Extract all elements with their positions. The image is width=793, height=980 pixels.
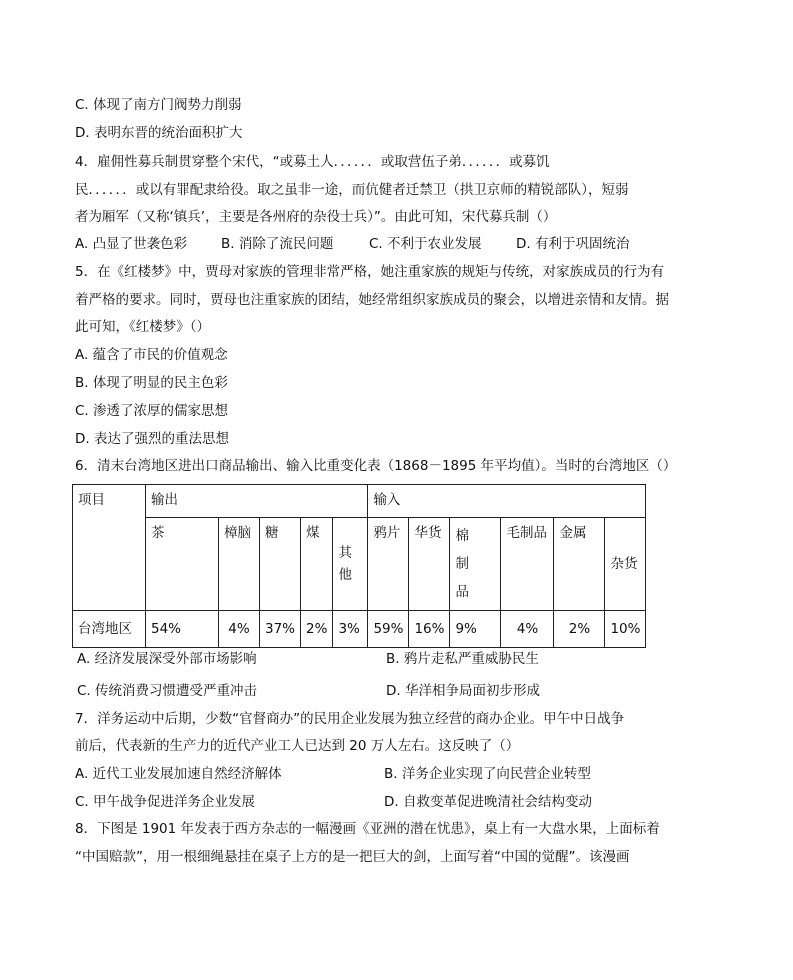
q7-stem-line2: 前后，代表新的生产力的近代产业工人已达到 20 万人左右。这反映了（） (75, 738, 520, 754)
q4-option-d: D. 有利于巩固统治 (516, 236, 630, 252)
row-label: 台湾地区 (73, 611, 146, 648)
q5-option-b: B. 体现了明显的民主色彩 (75, 375, 228, 391)
q4-option-b: B. 消除了流民问题 (221, 236, 334, 252)
q4-option-c: C. 不利于农业发展 (369, 236, 482, 252)
q7-option-c: C. 甲午战争促进洋务企业发展 (75, 794, 256, 810)
q5-option-d: D. 表达了强烈的重法思想 (75, 431, 229, 447)
q8-stem-line1: 8．下图是 1901 年发表于西方杂志的一幅漫画《亚洲的潜在忧患》，桌上有一大盘水果，上面标着 (75, 821, 660, 837)
q5-stem-line1: 5．在《红楼梦》中，贾母对家族的管理非常严格，她注重家族的规矩与传统，对家族成员的行为有 (75, 264, 665, 280)
val-tea: 54% (146, 611, 219, 648)
import-cotton (450, 518, 501, 611)
q4-stem-line2: 民．．．．．．或以有罪配隶给役。取之虽非一途，而伉健者迁禁卫（拱卫京师的精锐部队），短弱 (75, 182, 629, 198)
trade-table (72, 484, 646, 648)
export-camphor: 樟脑 (219, 518, 260, 611)
header-import: 输入 (368, 485, 646, 518)
q5-option-c: C. 渗透了浓厚的儒家思想 (75, 403, 229, 419)
val-opium: 59% (368, 611, 409, 648)
export-other: 其他 (333, 518, 368, 611)
q6-option-b: B. 鸦片走私严重威胁民生 (386, 651, 539, 667)
val-wool: 4% (501, 611, 554, 648)
q5-stem-line3: 此可知，《红楼梦》（） (75, 319, 210, 335)
q3-option-c: C. 体现了南方门阀势力削弱 (75, 97, 242, 113)
val-sugar: 37% (260, 611, 301, 648)
val-sundries: 10% (605, 611, 646, 648)
import-wool: 毛制品 (501, 518, 554, 611)
q4-option-a: A. 凸显了世袭色彩 (75, 236, 188, 252)
val-cotton: 9% (450, 611, 501, 648)
import-sundries: 杂货 (605, 518, 646, 611)
q4-stem-line1: 4．雇佣性募兵制贯穿整个宋代，“或募土人．．．．．．或取营伍子弟．．．．．．或募饥 (75, 154, 550, 170)
q6-option-a: A. 经济发展深受外部市场影响 (77, 651, 257, 667)
val-chinese-goods: 16% (409, 611, 450, 648)
header-export: 输出 (146, 485, 368, 518)
q7-stem-line1: 7．洋务运动中后期，少数“官督商办”的民用企业发展为独立经营的商办企业。甲午中日战争 (75, 711, 625, 727)
q4-stem-line3: 者为厢军（又称‘镇兵’，主要是各州府的杂役士兵）”。由此可知，宋代募兵制（） (75, 209, 557, 225)
q5-stem-line2: 着严格的要求。同时，贾母也注重家族的团结，她经常组织家族成员的聚会，以增进亲情和友情。据 (75, 292, 669, 308)
export-coal: 煤 (301, 518, 333, 611)
import-metal: 金属 (554, 518, 605, 611)
q6-stem: 6．清末台湾地区进出口商品输出、输入比重变化表（1868－1895 年平均值）。当时的台湾地区（） (75, 458, 677, 474)
val-metal: 2% (554, 611, 605, 648)
import-opium: 鸦片 (368, 518, 409, 611)
q6-option-c: C. 传统消费习惯遭受严重冲击 (77, 683, 258, 699)
val-coal: 2% (301, 611, 333, 648)
q8-stem-line2: “中国赔款”，用一根细绳悬挂在桌子上方的是一把巨大的剑，上面写着“中国的觉醒”。该漫画 (75, 849, 630, 865)
q7-option-b: B. 洋务企业实现了向民营企业转型 (384, 766, 591, 782)
export-sugar: 糖 (260, 518, 301, 611)
q7-option-a: A. 近代工业发展加速自然经济解体 (75, 766, 282, 782)
val-other: 3% (333, 611, 368, 648)
export-tea: 茶 (146, 518, 219, 611)
import-cotton-label: 棉制品 (455, 528, 469, 600)
q6-option-d: D. 华洋相争局面初步形成 (386, 683, 540, 699)
val-camphor: 4% (219, 611, 260, 648)
q5-option-a: A. 蕴含了市民的价值观念 (75, 347, 228, 363)
q7-option-d: D. 自救变革促进晚清社会结构变动 (384, 794, 592, 810)
import-chinese-goods: 华货 (409, 518, 450, 611)
q3-option-d: D. 表明东晋的统治面积扩大 (75, 125, 243, 141)
header-item: 项目 (73, 485, 146, 611)
